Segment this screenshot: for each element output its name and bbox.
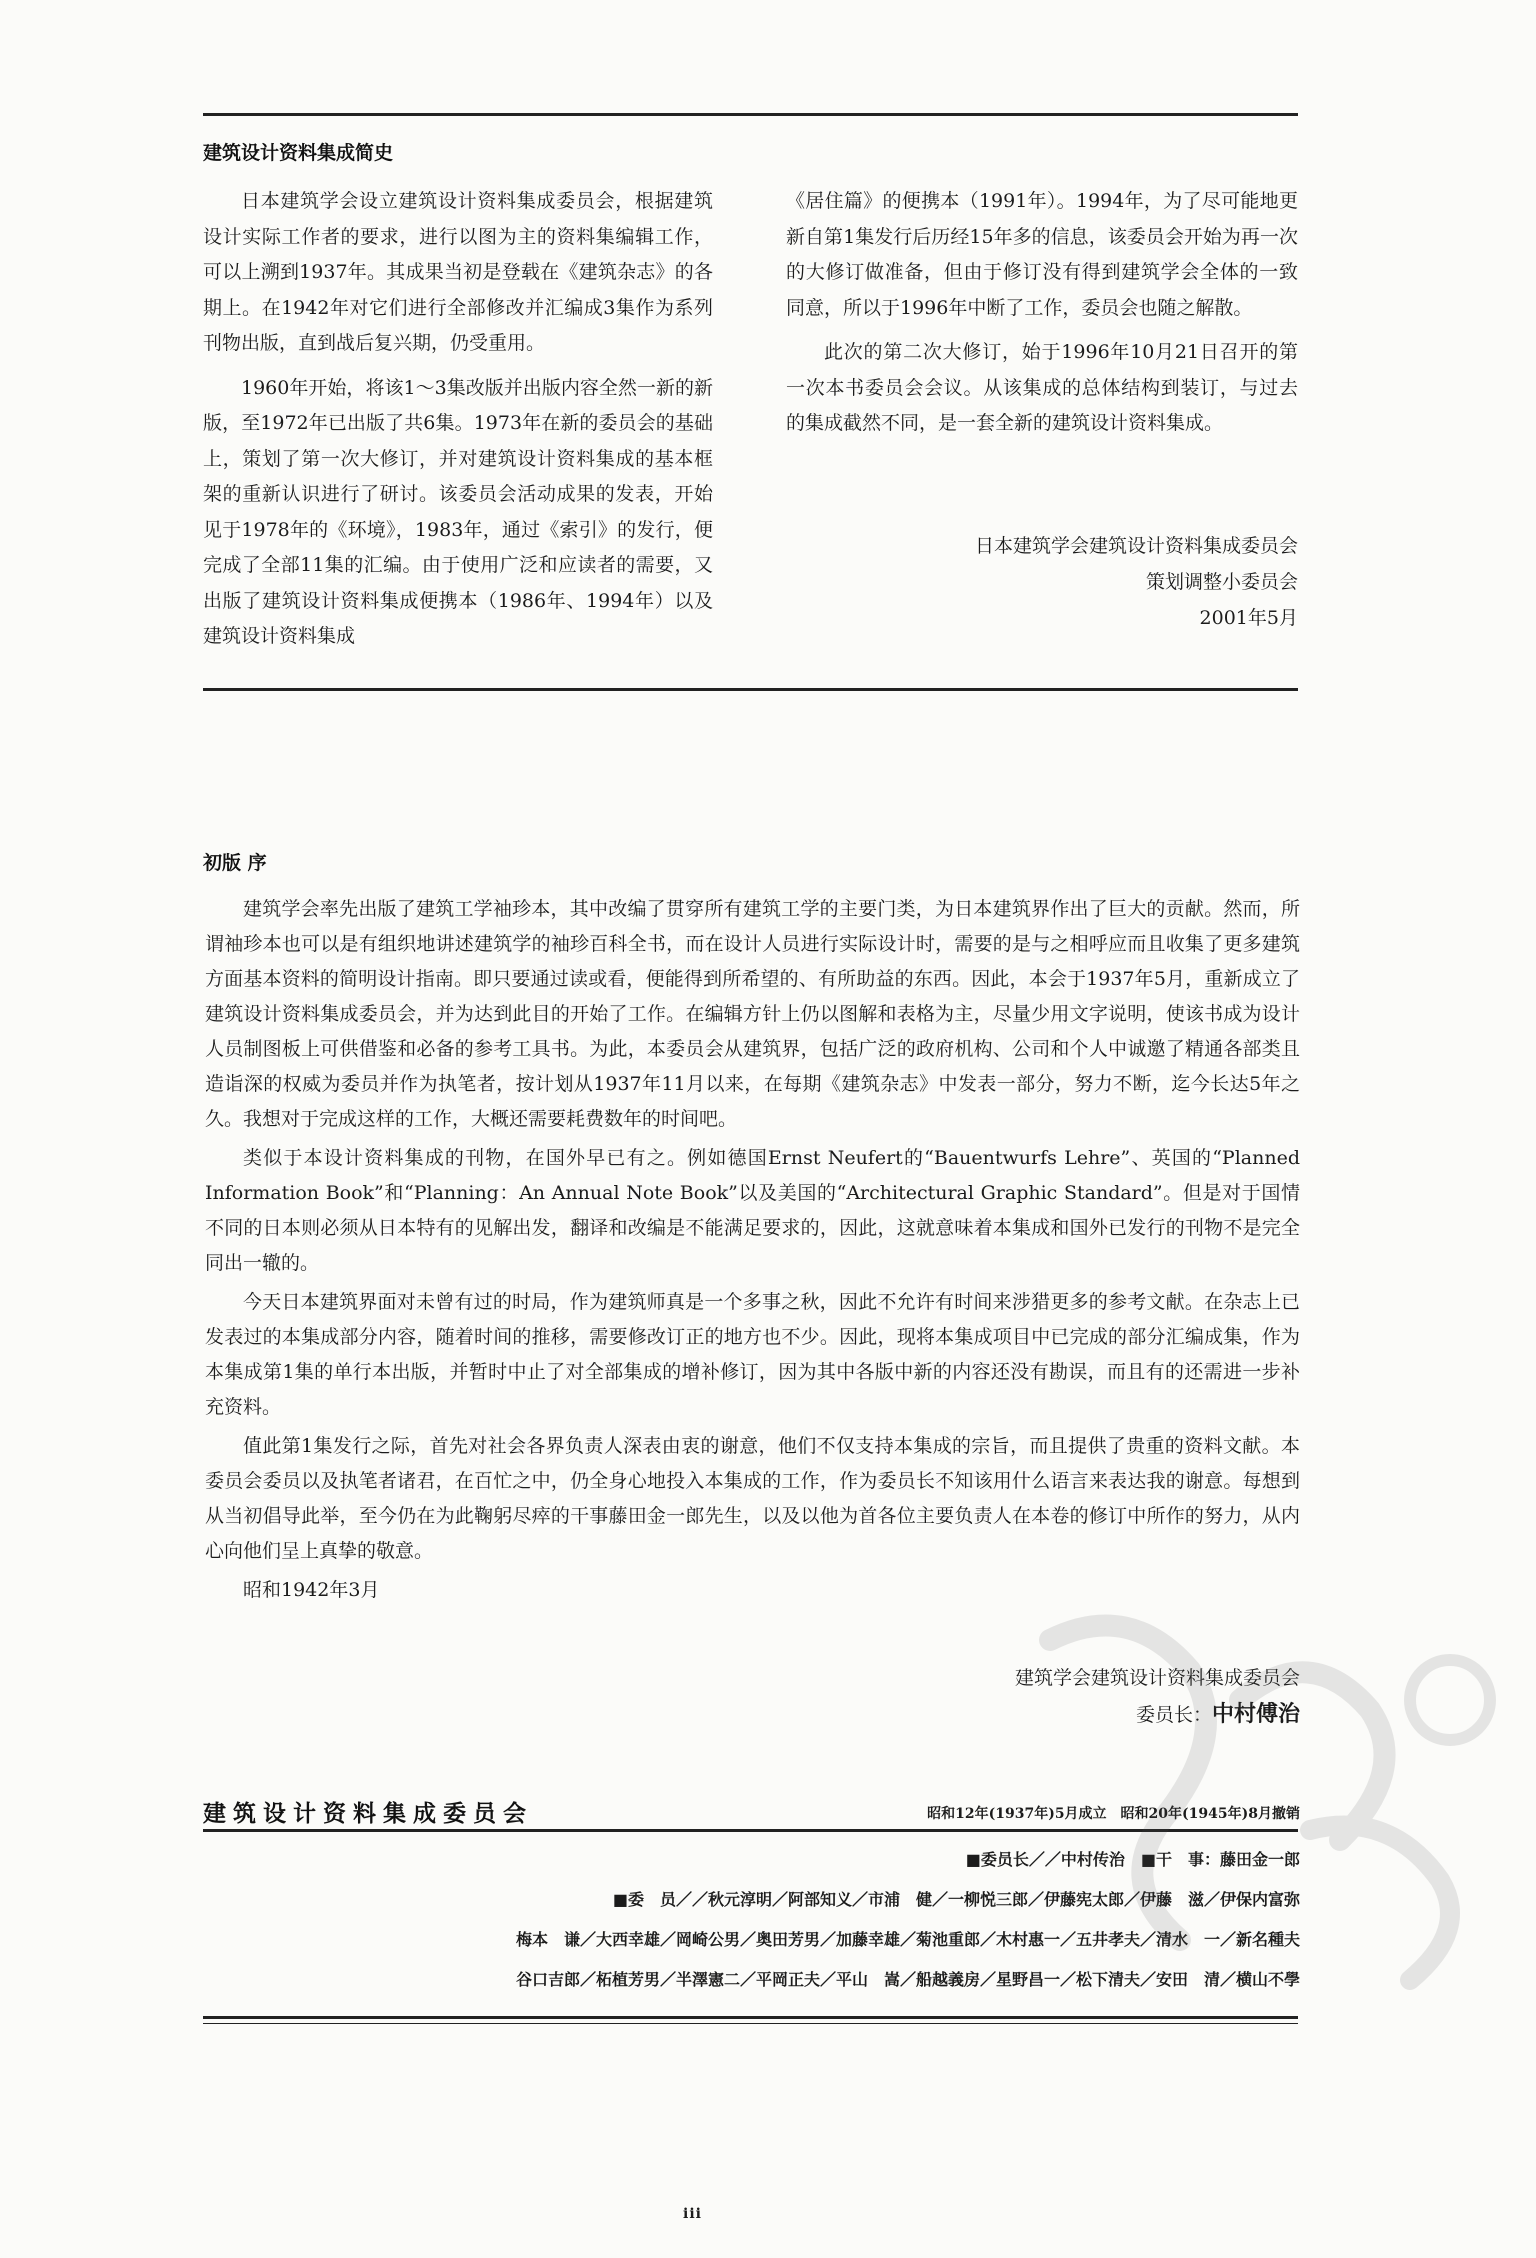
preface-body	[205, 892, 1300, 1608]
history-right-column	[786, 184, 1298, 442]
committee-roster-row1: ■委员长／／中村传治 ■干 事：藤田金一郎	[965, 1850, 1300, 1869]
history-paragraph: 1960年开始，将该1～3集改版并出版内容全然一新的新版，至1972年已出版了共6集。1973年在新的委员会的基础上，策划了第一次大修订，并对建筑设计资料集成的基本框架的重新认识进行了研讨。该委员会活动成果的发表，开始见于1978年的《环境》，1983年，通过《索引》的发行，便完成了全部11集的汇编。由于使用广泛和应读者的需要，又出版了建筑设计资料集成便携本（1986年、1994年）以及建筑设计资料集成	[203, 376, 713, 647]
preface-signature	[780, 1660, 1300, 1733]
committee-roster-row4: 谷口吉郎／柘植芳男／半澤憲二／平岡正夫／平山 嵩／船越義房／星野昌一／松下清夫／安田 清／横山不學	[515, 1970, 1300, 1989]
committee-bottom-rule-2	[203, 2023, 1298, 2024]
preface-signature-org: 建筑学会建筑设计资料集成委员会	[1014, 1667, 1300, 1689]
committee-roster-row2: ■委 员／／秋元淳明／阿部知义／市浦 健／一柳悦三郎／伊藤宪太郎／伊藤 滋／伊保内富弥	[612, 1890, 1300, 1909]
history-signature-committee: 策划调整小委员会	[1145, 571, 1298, 593]
committee-title-rule	[203, 1829, 1298, 1832]
history-left-column	[203, 184, 713, 655]
page-number: iii	[683, 2206, 702, 2222]
committee-roster-row3: 梅本 谦／大西幸雄／岡崎公男／奥田芳男／加藤幸雄／菊池重郎／木村惠一／五井孝夫／清水 一／新名種夫	[515, 1930, 1300, 1949]
history-signature	[778, 528, 1298, 636]
committee-bottom-rule-1	[203, 2016, 1298, 2019]
preface-signature-person	[780, 1696, 1300, 1733]
history-paragraph: 此次的第二次大修订，始于1996年10月21日召开的第一次本书委员会会议。从该集成的总体结构到装订，与过去的集成截然不同，是一套全新的建筑设计资料集成。	[786, 341, 1298, 434]
preface-paragraph: 类似于本设计资料集成的刊物，在国外早已有之。例如德国Ernst Neufert的“Bauentwurfs Lehre”、英国的“Planned Information Book”和“Planning：An Annual Note Book”以及美国的“Architectural Graphic Standard”。但是对于国情不同的日本则必须从日本特有的见解出发，翻译和改编是不能满足要求的，因此，这就意味着本集成和国外已发行的刊物不是完全同出一辙的。	[205, 1147, 1300, 1274]
preface-paragraph: 今天日本建筑界面对未曾有过的时局，作为建筑师真是一个多事之秋，因此不允许有时间来涉猎更多的参考文献。在杂志上已发表过的本集成部分内容，随着时间的推移，需要修改订正的地方也不少。因此，现将本集成项目中已完成的部分汇编成集，作为本集成第1集的单行本出版，并暂时中止了对全部集成的增补修订，因为其中各版中新的内容还没有勘误，而且有的还需进一步补充资料。	[205, 1291, 1300, 1418]
preface-date: 昭和1942年3月	[243, 1579, 380, 1601]
preface-paragraph: 值此第1集发行之际，首先对社会各界负责人深表由衷的谢意，他们不仅支持本集成的宗旨，而且提供了贵重的资料文献。本委员会委员以及执笔者诸君，在百忙之中，仍全身心地投入本集成的工作，作为委员长不知该用什么语言来表达我的谢意。每想到从当初倡导此举，至今仍在为此鞠躬尽瘁的干事藤田金一郎先生，以及以他为首各位主要负责人在本卷的修订中所作的努力，从内心向他们呈上真挚的敬意。	[205, 1435, 1300, 1562]
history-title: 建筑设计资料集成简史	[203, 142, 394, 164]
top-rule	[203, 113, 1298, 116]
history-paragraph: 《居住篇》的便携本（1991年）。1994年，为了尽可能地更新自第1集发行后历经15年多的信息，该委员会开始为再一次的大修订做准备，但由于修订没有得到建筑学会全体的一致同意，所以于1996年中断了工作，委员会也随之解散。	[786, 190, 1298, 319]
history-bottom-rule	[203, 688, 1298, 691]
history-signature-date: 2001年5月	[1199, 607, 1298, 629]
preface-signature-role: 委员长：	[1135, 1704, 1212, 1726]
history-paragraph: 日本建筑学会设立建筑设计资料集成委员会，根据建筑设计实际工作者的要求，进行以图为主的资料集编辑工作，可以上溯到1937年。其成果当初是登载在《建筑杂志》的各期上。在1942年对它们进行全部修改并汇编成3集作为系列刊物出版，直到战后复兴期，仍受重用。	[203, 190, 713, 354]
committee-dates: 昭和12年(1937年)5月成立 昭和20年(1945年)8月撤销	[927, 1806, 1300, 1822]
committee-title: 建筑设计资料集成委员会	[203, 1801, 533, 1827]
preface-signature-name: 中村傅治	[1211, 1701, 1300, 1727]
preface-paragraph: 建筑学会率先出版了建筑工学袖珍本，其中改编了贯穿所有建筑工学的主要门类，为日本建筑界作出了巨大的贡献。然而，所谓袖珍本也可以是有组织地讲述建筑学的袖珍百科全书，而在设计人员进行实际设计时，需要的是与之相呼应而且收集了更多建筑方面基本资料的简明设计指南。即只要通过读或看，便能得到所希望的、有所助益的东西。因此，本会于1937年5月，重新成立了建筑设计资料集成委员会，并为达到此目的开始了工作。在编辑方针上仍以图解和表格为主，尽量少用文字说明，使该书成为设计人员制图板上可供借鉴和必备的参考工具书。为此，本委员会从建筑界，包括广泛的政府机构、公司和个人中诚邀了精通各部类且造诣深的权威为委员并作为执笔者，按计划从1937年11月以来，在每期《建筑杂志》中发表一部分，努力不断，迄今长达5年之久。我想对于完成这样的工作，大概还需要耗费数年的时间吧。	[205, 898, 1300, 1130]
history-signature-org: 日本建筑学会建筑设计资料集成委员会	[974, 535, 1298, 557]
preface-title: 初版 序	[203, 852, 267, 874]
